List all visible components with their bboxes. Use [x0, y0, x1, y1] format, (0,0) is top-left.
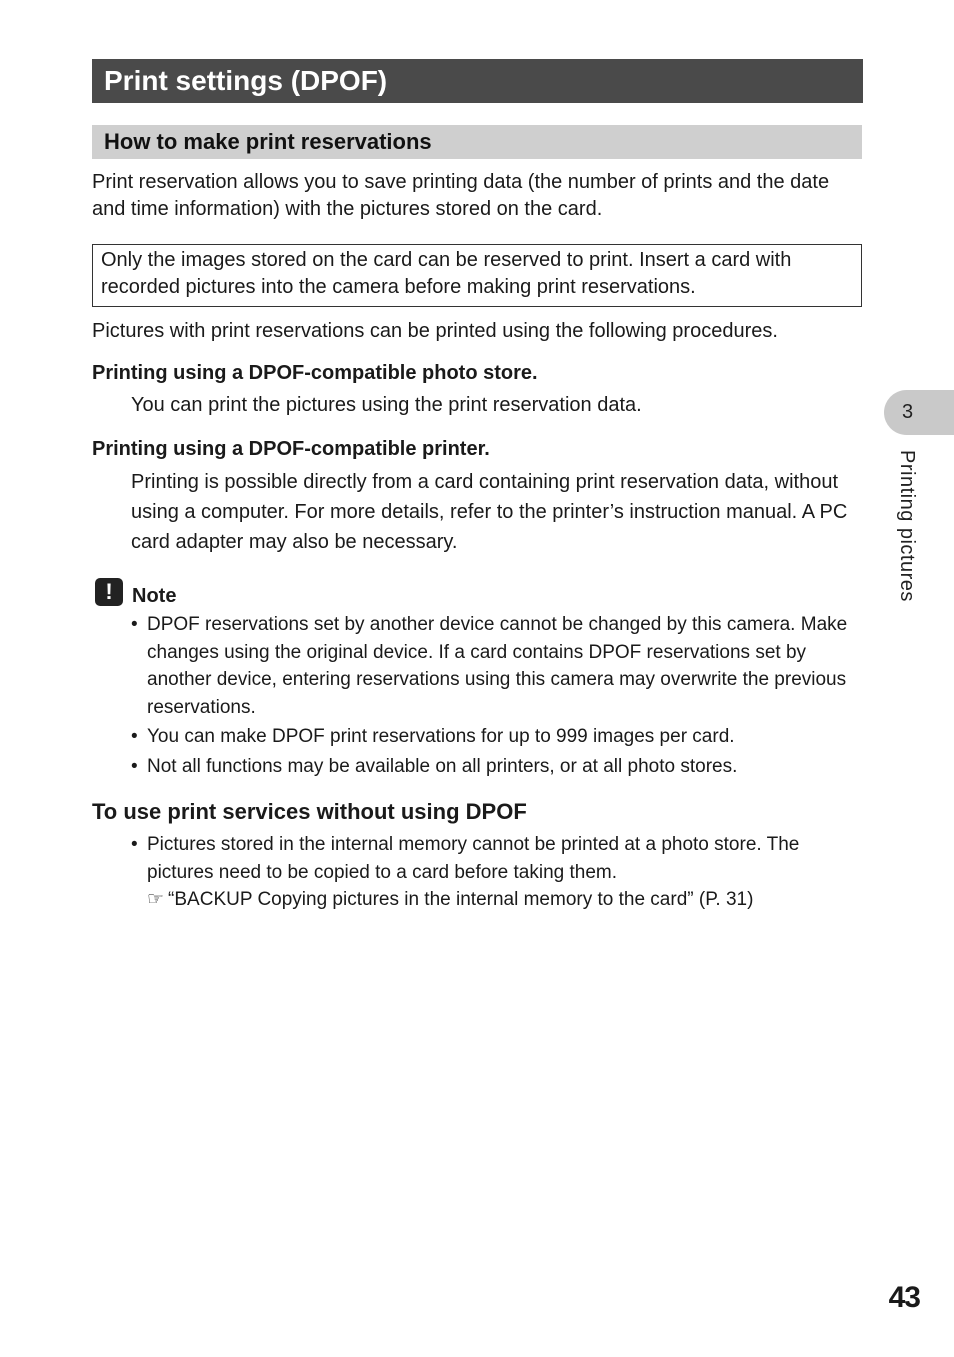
page-number: 43 — [888, 1281, 920, 1314]
chapter-side-label: Printing pictures — [896, 450, 918, 602]
printer-text: Printing is possible directly from a card containing print reservation data, without using a computer. For more details, refer to the printer’s instruction manual. A PC card adapter may also be necessary. — [131, 471, 848, 553]
note-item-2: • You can make DPOF print reservations for up to 999 images per card. — [147, 723, 863, 751]
no-dpof-heading: To use print services without using DPOF — [92, 799, 527, 824]
photo-store-text: You can print the pictures using the print reservation data. — [131, 394, 642, 416]
section-heading: How to make print reservations — [92, 125, 862, 159]
intro-paragraph: Print reservation allows you to save printing data (the number of prints and the date and time information) with the pictures stored on the card. — [92, 171, 830, 220]
page-title: Print settings (DPOF) — [92, 59, 863, 103]
printer-heading: Printing using a DPOF-compatible printer. — [92, 438, 490, 460]
pointing-hand-icon: ☞ — [147, 889, 165, 910]
important-box: Only the images stored on the card can be reserved to print. Insert a card with recorded pictures into the camera before making print reservations. — [92, 244, 862, 307]
exclamation-icon: ! — [95, 578, 123, 606]
photo-store-heading: Printing using a DPOF-compatible photo store. — [92, 362, 538, 384]
procedures-intro: Pictures with print reservations can be printed using the following procedures. — [92, 320, 778, 342]
cross-reference — [147, 886, 753, 914]
note-label: Note — [132, 585, 177, 607]
chapter-tab: 3 — [884, 390, 954, 435]
note-item-1: • DPOF reservations set by another device cannot be changed by this camera. Make changes using the original device. If a card contains DPOF reservations set by another device, entering reservations using this camera may overwrite the previous reservations. — [147, 611, 863, 721]
cross-reference-text: “BACKUP Copying pictures in the internal memory to the card” (P. 31) — [168, 889, 754, 910]
no-dpof-item: • Pictures stored in the internal memory cannot be printed at a photo store. The pictures need to be copied to a card before taking them. — [147, 831, 863, 886]
note-item-3: • Not all functions may be available on all printers, or at all photo stores. — [147, 753, 863, 781]
